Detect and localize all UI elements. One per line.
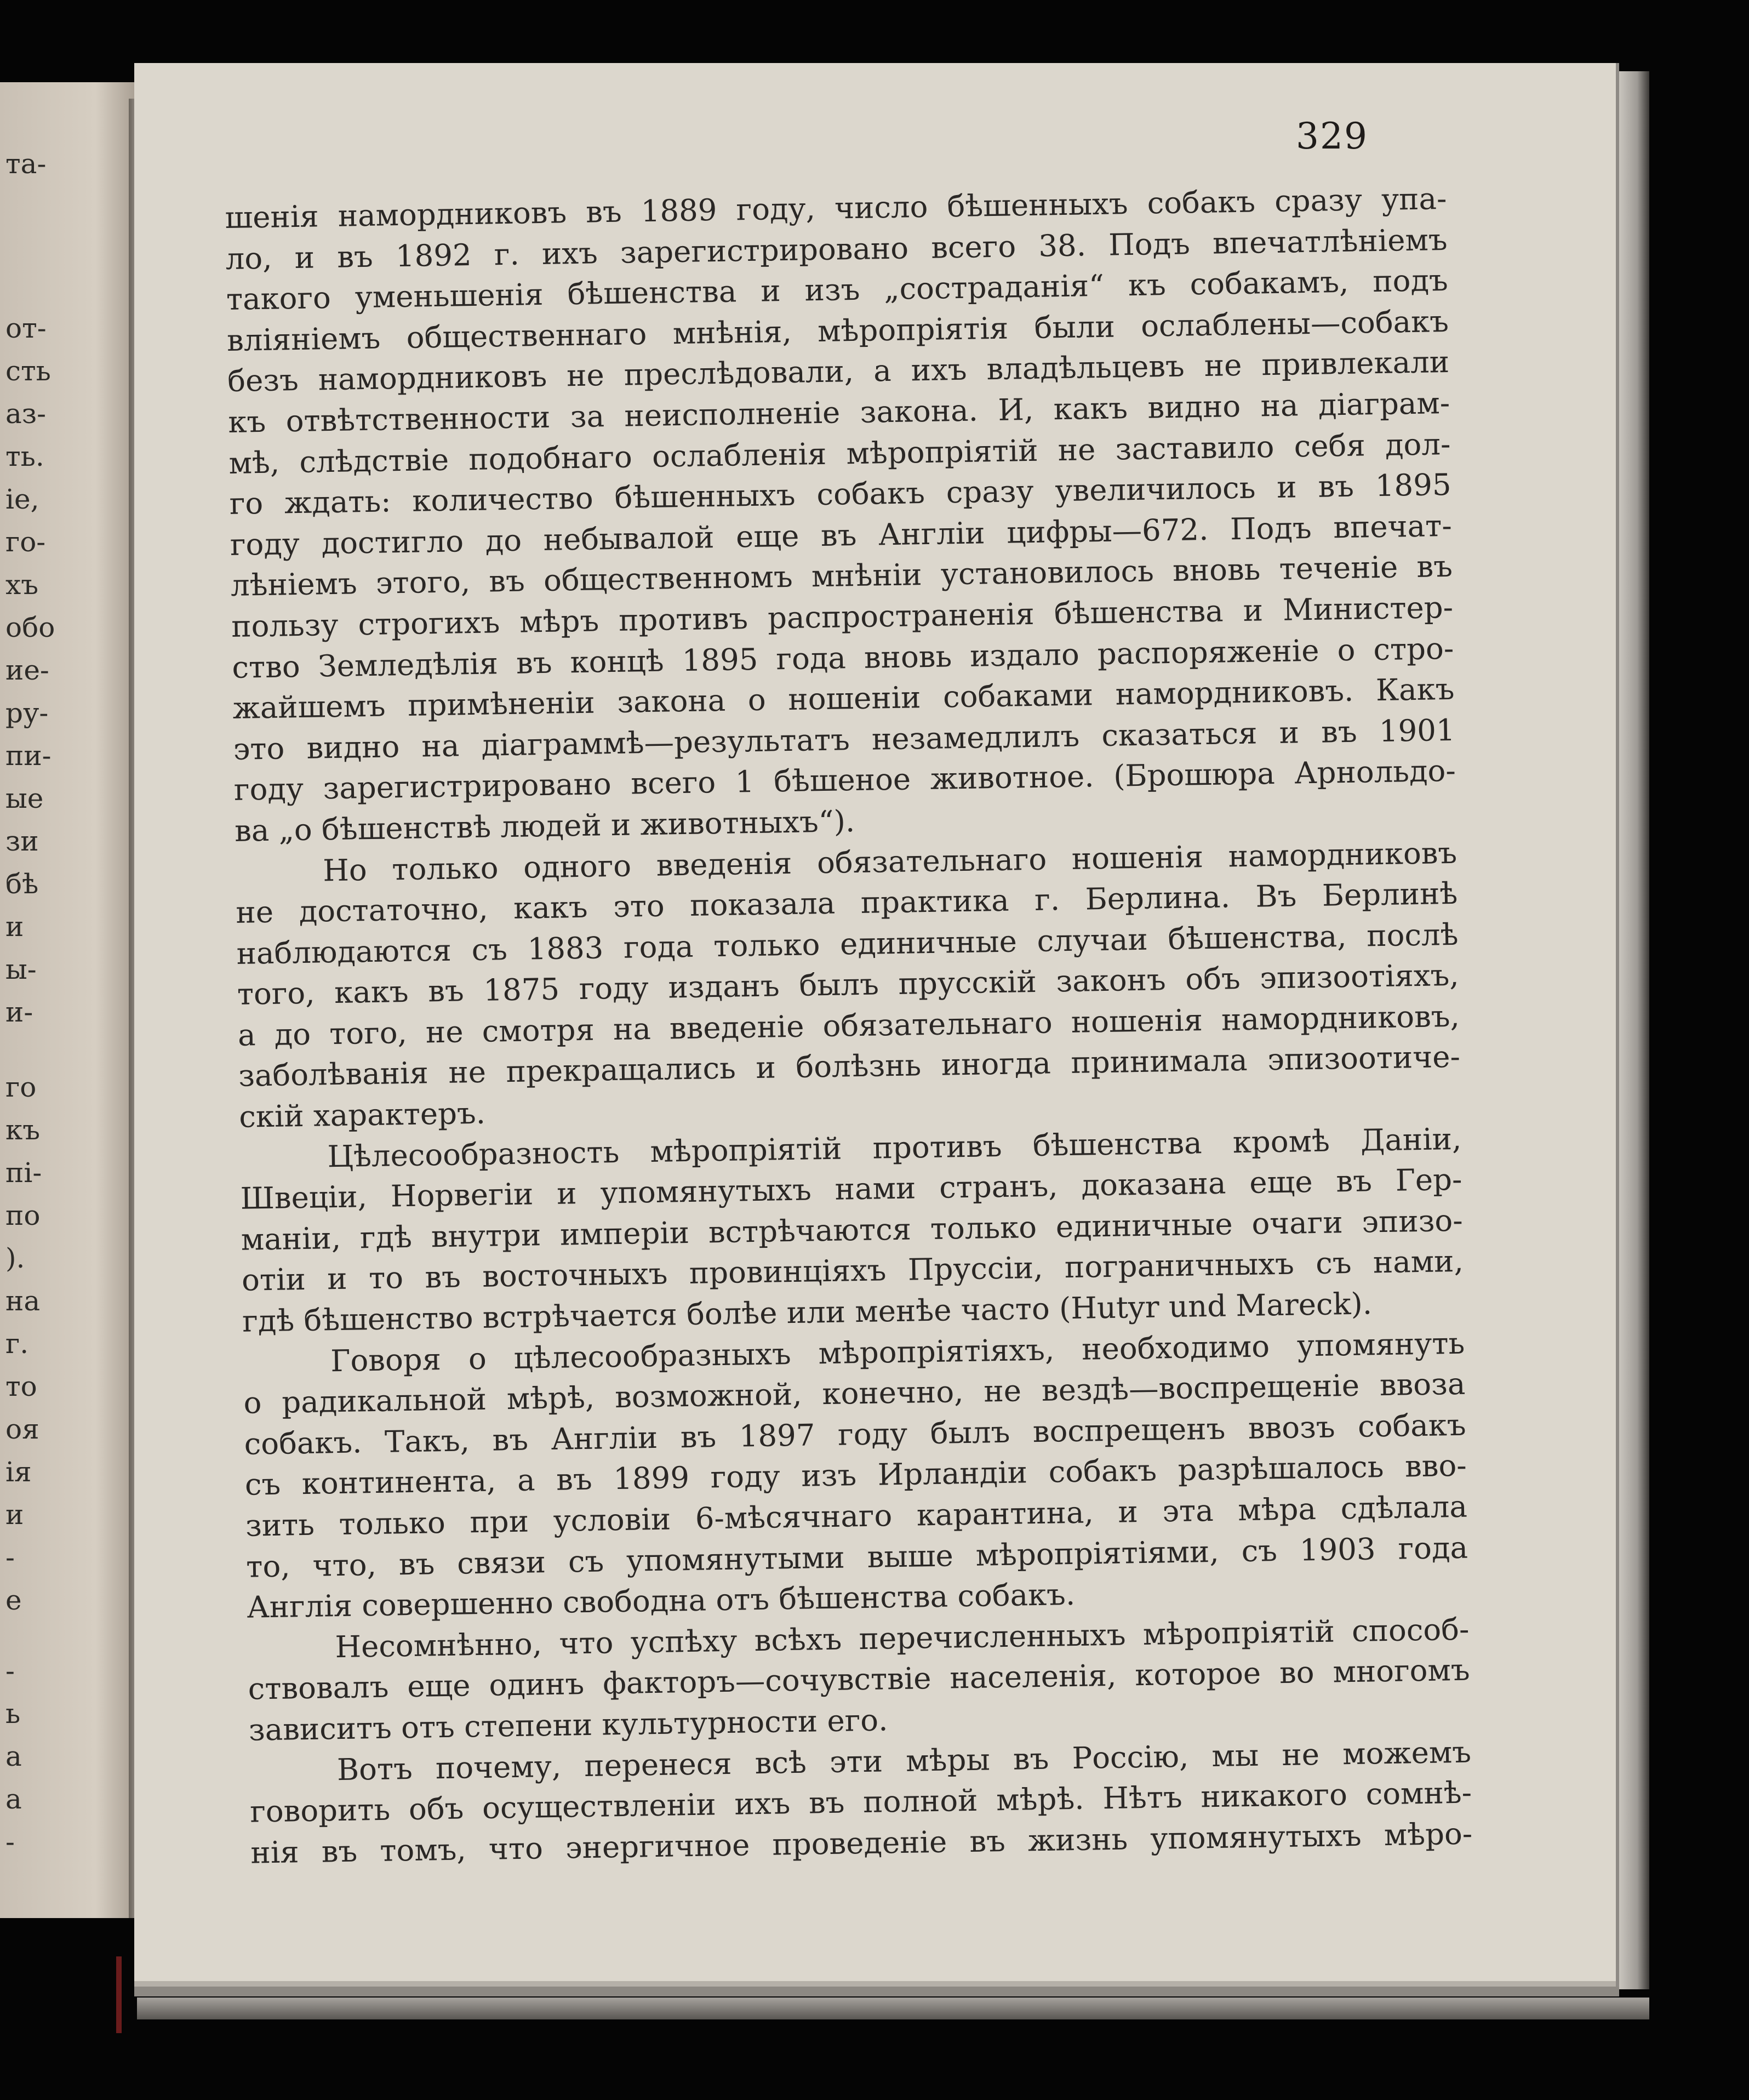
text-line: Несомнѣнно, что успѣху всѣхъ перечисленныхъ мѣропріятій способ- xyxy=(335,1611,1470,1664)
text-line: скій характеръ. xyxy=(238,1095,486,1134)
text-line: го ждать: количество бѣшенныхъ собакъ сразу увеличилось и въ 1895 xyxy=(229,467,1452,522)
left-page-text-fragment: - xyxy=(5,1826,15,1858)
paragraph xyxy=(225,178,1456,851)
text-line: маніи, гдѣ внутри имперіи встрѣчаются только единичные очаги эпизо- xyxy=(241,1202,1464,1257)
left-page-text-fragment: ). xyxy=(5,1242,25,1274)
text-line: это видно на діаграммѣ—результатъ незамедлилъ сказаться и въ 1901 xyxy=(233,712,1456,767)
left-page-text-fragment: а xyxy=(5,1783,22,1815)
left-page-text-fragment: пи- xyxy=(5,740,52,772)
text-line: наблюдаются съ 1883 года только единичные случаи бѣшенства, послѣ xyxy=(236,916,1459,971)
text-line: говорить объ осуществленіи ихъ въ полной мѣрѣ. Нѣтъ никакого сомнѣ- xyxy=(249,1774,1472,1829)
text-line: году достигло до небывалой еще въ Англіи цифры—672. Подъ впечат- xyxy=(230,507,1453,562)
left-page-text-fragment: го xyxy=(5,1071,37,1103)
text-line: Цѣлесообразность мѣропріятій противъ бѣшенства кромѣ Даніи, xyxy=(327,1121,1462,1174)
paragraph xyxy=(249,1731,1473,1873)
paragraph xyxy=(243,1322,1469,1628)
text-line: лѣніемъ этого, въ общественномъ мнѣніи установилось вновь теченіе въ xyxy=(230,549,1453,603)
paragraph xyxy=(239,1118,1465,1342)
body-text xyxy=(225,178,1473,1873)
text-line: не достаточно, какъ это показала практика г. Берлина. Въ Берлинѣ xyxy=(235,875,1458,930)
text-line: собакъ. Такъ, въ Англіи въ 1897 году былъ воспрещенъ ввозъ собакъ xyxy=(244,1407,1466,1462)
left-page-text-fragment: та- xyxy=(5,148,47,180)
left-page-text-fragment: зи xyxy=(5,825,39,857)
text-line: Вотъ почему, перенеся всѣ эти мѣры въ Россію, мы не можемъ xyxy=(336,1734,1472,1787)
text-line: о радикальной мѣрѣ, возможной, конечно, не вездѣ—воспрещеніе ввоза xyxy=(243,1366,1466,1420)
text-line: Говоря о цѣлесообразныхъ мѣропріятіяхъ, необходимо упомянуть xyxy=(330,1325,1465,1378)
left-page-text-fragment: и xyxy=(5,911,24,943)
left-page-text-fragment: на xyxy=(5,1285,41,1317)
left-page-text-fragment: ть. xyxy=(5,441,44,472)
text-line: пользу строгихъ мѣръ противъ распространенія бѣшенства и Министер- xyxy=(231,589,1454,644)
text-line: а до того, не смотря на введеніе обязательнаго ношенія намордниковъ, xyxy=(237,998,1460,1053)
text-line: ство Земледѣлія въ концѣ 1895 года вновь издало распоряженіе о стро- xyxy=(231,630,1454,685)
left-page-text-fragment: ь xyxy=(5,1698,21,1730)
text-line: то, что, въ связи съ упомянутыми выше мѣропріятіями, съ 1903 года xyxy=(245,1530,1468,1584)
left-page-text-fragment: и- xyxy=(5,996,33,1028)
text-line: заболѣванія не прекращались и болѣзнь иногда принимала эпизоотиче- xyxy=(238,1039,1461,1094)
left-page-text-fragment: е xyxy=(5,1584,22,1616)
text-line: мѣ, слѣдствіе подобнаго ослабленія мѣропріятій не заставило себя дол- xyxy=(228,426,1451,481)
text-line: отіи и то въ восточныхъ провинціяхъ Пруссіи, пограничныхъ съ нами, xyxy=(241,1243,1464,1298)
page-stack-bottom-edge xyxy=(137,1998,1649,2019)
left-page-text-fragment: хъ xyxy=(5,569,39,601)
left-page-text-fragment: - xyxy=(5,1542,15,1573)
left-page-text-fragment: ія xyxy=(5,1456,32,1488)
text-line: Англія совершенно свободна отъ бѣшенства собакъ. xyxy=(246,1577,1076,1625)
page-number: 329 xyxy=(1296,115,1368,157)
left-page-text-fragment: ые xyxy=(5,783,44,814)
paragraph xyxy=(235,832,1461,1137)
left-page-text-fragment: сть xyxy=(5,355,51,387)
text-line: такого уменьшенія бѣшенства и изъ „состраданія“ къ собакамъ, подъ xyxy=(226,262,1449,317)
left-page-text-fragment: къ xyxy=(5,1114,41,1146)
left-page-text-fragment: пі- xyxy=(5,1157,42,1189)
text-line: зависитъ отъ степени культурности его. xyxy=(248,1702,888,1748)
left-page-text-fragment: бѣ xyxy=(5,868,39,900)
text-line: вліяніемъ общественнаго мнѣнія, мѣропріятія были ослаблены—собакъ xyxy=(226,303,1449,358)
left-page-text-fragment: ие- xyxy=(5,654,49,686)
left-page-text-fragment: го- xyxy=(5,526,46,558)
text-line: гдѣ бѣшенство встрѣчается болѣе или менѣе часто (Hutyr und Mareck). xyxy=(242,1286,1373,1339)
left-page-text-fragment: обо xyxy=(5,612,55,643)
text-line: того, какъ въ 1875 году изданъ былъ прусскій законъ объ эпизоотіяхъ, xyxy=(237,957,1460,1012)
left-page-text-fragment: от- xyxy=(5,312,47,344)
text-line: нія въ томъ, что энергичное проведеніе въ жизнь упомянутыхъ мѣро- xyxy=(250,1816,1473,1870)
text-line: ва „о бѣшенствѣ людей и животныхъ“). xyxy=(234,803,855,848)
text-line: къ отвѣтственности за неисполненіе закона. И, какъ видно на діаграм- xyxy=(227,385,1450,440)
text-line: ствовалъ еще одинъ факторъ—сочувствіе населенія, которое во многомъ xyxy=(248,1652,1470,1707)
left-page xyxy=(0,82,137,1918)
left-page-text-fragment: - xyxy=(5,1655,15,1687)
text-line: году зарегистрировано всего 1 бѣшеное животное. (Брошюра Арнольдо- xyxy=(233,753,1456,808)
bookmark-ribbon xyxy=(116,1956,122,2033)
left-page-text-fragment: ы- xyxy=(5,954,37,985)
text-line: ло, и въ 1892 г. ихъ зарегистрировано всего 38. Подъ впечатлѣніемъ xyxy=(225,221,1448,276)
left-page-text-fragment: оя xyxy=(5,1413,39,1445)
text-line: съ континента, а въ 1899 году изъ Ирландіи собакъ разрѣшалось вво- xyxy=(244,1448,1467,1503)
left-page-text-fragment: ру- xyxy=(5,697,49,729)
paragraph xyxy=(247,1608,1471,1750)
left-page-text-fragment: по xyxy=(5,1200,41,1231)
text-line: шенія намордниковъ въ 1889 году, число бѣшенныхъ собакъ сразу упа- xyxy=(225,180,1447,235)
text-line: Но только одного введенія обязательнаго ношенія намордниковъ xyxy=(322,835,1458,888)
left-page-text-fragment: іе, xyxy=(5,483,39,515)
left-page-text-fragment: г. xyxy=(5,1328,29,1360)
left-page-text-fragment: и xyxy=(5,1499,24,1531)
left-page-text-fragment: а xyxy=(5,1741,22,1772)
text-line: жайшемъ примѣненіи закона о ношеніи собаками намордниковъ. Какъ xyxy=(232,671,1455,726)
text-line: безъ намордниковъ не преслѣдовали, а ихъ владѣльцевъ не привлекали xyxy=(227,344,1450,399)
page-stack-right-edge xyxy=(1619,71,1649,1989)
text-line: зить только при условіи 6-мѣсячнаго карантина, и эта мѣра сдѣлала xyxy=(245,1488,1468,1543)
left-page-text-fragment: аз- xyxy=(5,398,46,430)
left-page-text-fragment: то xyxy=(5,1371,37,1402)
text-line: Швеціи, Норвегіи и упомянутыхъ нами странъ, доказана еще въ Гер- xyxy=(240,1162,1462,1217)
